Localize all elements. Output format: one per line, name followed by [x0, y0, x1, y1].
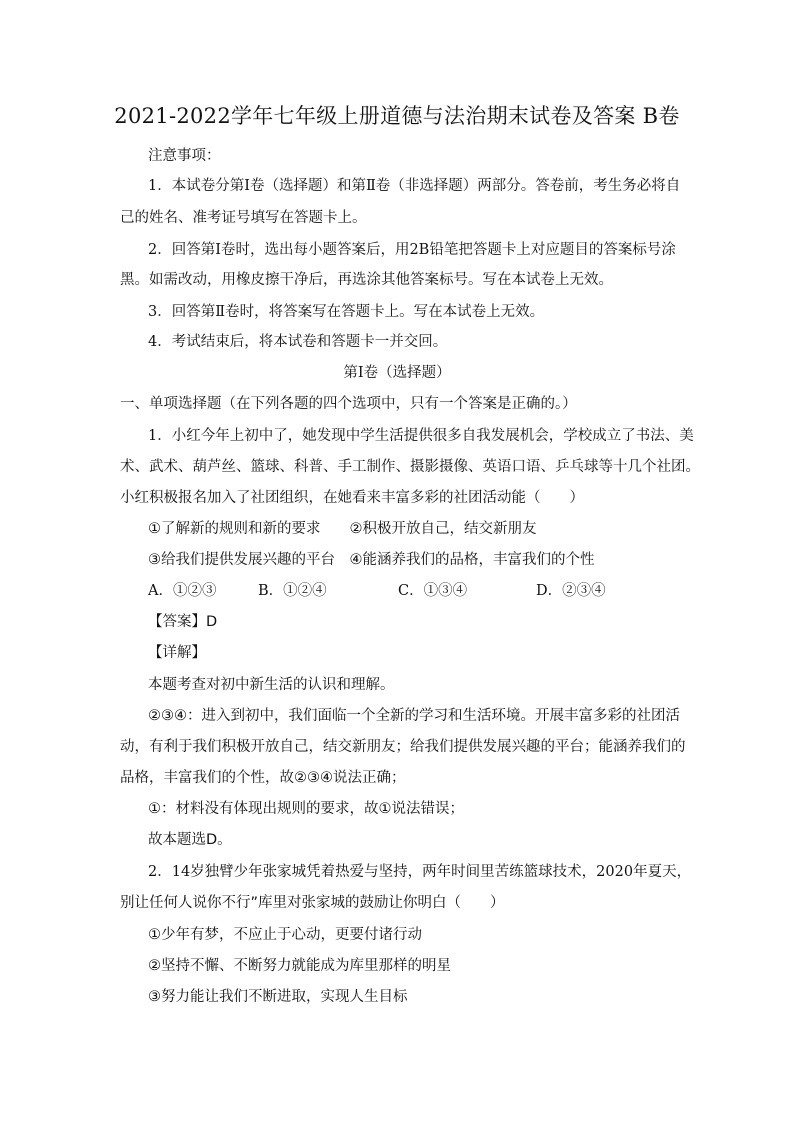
- notice-line: 3．回答第Ⅱ卷时，将答案写在答题卡上。写在本试卷上无效。: [148, 304, 545, 320]
- q1-statement: ③给我们提供发展兴趣的平台 ④能涵养我们的品格，丰富我们的个性: [148, 552, 595, 568]
- q1-explanation: ②③④：进入到初中，我们面临一个全新的学习和生活环境。开展丰富多彩的社团活: [148, 708, 680, 724]
- q1-option-c: C．①③④: [398, 583, 468, 599]
- q1-explanation: 动，有利于我们积极开放自己，结交新朋友；给我们提供发展兴趣的平台；能涵养我们的: [120, 739, 686, 755]
- q1-explanation: 品格，丰富我们的个性，故②③④说法正确；: [120, 770, 406, 786]
- q2-statement: ③努力能让我们不断进取，实现人生目标: [148, 989, 408, 1005]
- notice-line: 己的姓名、准考证号填写在答题卡上。: [120, 210, 367, 226]
- section-description: 一、单项选择题（在下列各题的四个选项中，只有一个答案是正确的。）: [120, 396, 577, 412]
- q2-statement: ①少年有梦，不应止于心动，更要付诸行动: [148, 927, 422, 943]
- q1-option-a: A．①②③: [148, 583, 217, 599]
- q1-explain-heading: 【详解】: [148, 645, 206, 661]
- q1-option-d: D．②③④: [536, 583, 606, 599]
- section-title: 第Ⅰ卷（选择题）: [343, 365, 451, 381]
- notice-line: 黑。如需改动，用橡皮擦干净后，再选涂其他答案标号。写在本试卷上无效。: [120, 272, 613, 288]
- q1-stem: 术、武术、葫芦丝、篮球、科普、手工制作、摄影摄像、英语口语、乒乓球等十几个社团。: [120, 459, 700, 475]
- q2-stem: 别让任何人说你不行”库里对张家城的鼓励让你明白（ ）: [120, 895, 505, 911]
- notice-line: 4．考试结束后，将本试卷和答题卡一并交回。: [148, 334, 448, 350]
- q1-stem: 1．小红今年上初中了，她发现中学生活提供很多自我发展机会，学校成立了书法、美: [148, 428, 694, 444]
- q1-option-b: B．①②④: [258, 583, 327, 599]
- q1-explanation: 本题考查对初中新生活的认识和理解。: [148, 677, 395, 693]
- q1-stem: 小红积极报名加入了社团组织，在她看来丰富多彩的社团活动能（ ）: [120, 490, 584, 506]
- q1-statement: ①了解新的规则和新的要求 ②积极开放自己，结交新朋友: [148, 521, 537, 537]
- q2-stem: 2．14岁独臂少年张家城凭着热爱与坚持，两年时间里苦练篮球技术，2020年夏天，: [148, 864, 692, 880]
- q1-answer: 【答案】D: [148, 614, 218, 630]
- q2-statement: ②坚持不懈、不断努力就能成为库里那样的明星: [148, 958, 451, 974]
- exam-title: 2021-2022学年七年级上册道德与法治期末试卷及答案 B卷: [114, 104, 680, 128]
- q1-explanation: 故本题选D。: [148, 832, 232, 848]
- notice-line: 2．回答第Ⅰ卷时，选出每小题答案后，用2B铅笔把答题卡上对应题目的答案标号涂: [148, 242, 676, 258]
- notice-heading: 注意事项：: [148, 148, 221, 164]
- q1-explanation: ①：材料没有体现出规则的要求，故①说法错误；: [148, 801, 464, 817]
- notice-line: 1．本试卷分第Ⅰ卷（选择题）和第Ⅱ卷（非选择题）两部分。答卷前，考生务必将自: [148, 178, 681, 194]
